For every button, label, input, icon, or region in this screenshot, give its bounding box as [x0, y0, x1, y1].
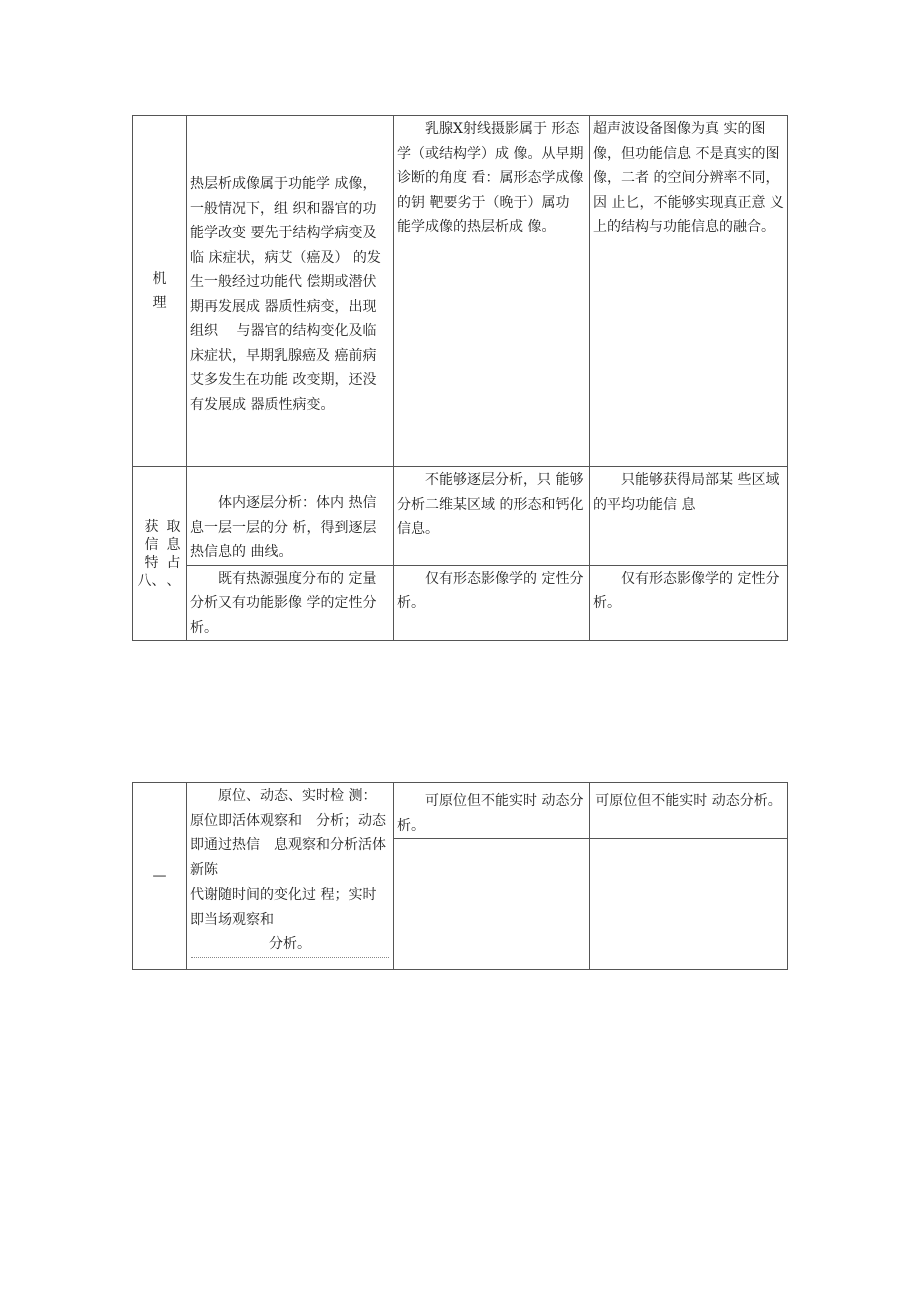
info-thermal-cell-2 [187, 565, 394, 641]
info-xray-text-2: 仅有形态影像学的 定性分析。 [397, 570, 584, 611]
empty-xray-cell [394, 839, 590, 970]
info-ultrasound-cell-1 [590, 467, 788, 566]
info-ultrasound-cell-2 [590, 565, 788, 641]
table2-row-1 [133, 783, 788, 839]
mechanism-xray-text: 乳腺X射线摄影属于 形态学（或结构学）成 像。从早期诊断的角度 看：属形态学成像的钥 靶要劣于（晚于）属功 能学成像的热层析成 像。 [397, 121, 584, 235]
mechanism-label-cell [133, 116, 187, 467]
mechanism-ultrasound-text: 超声波设备图像为真 实的图像，但功能信息 不是真实的图像，二者 的空间分辨率不同，因 止匕，不能够实现真正意 义上的结构与功能信息的融合。 [593, 121, 784, 235]
table2-label: — [152, 867, 167, 884]
info-row-1 [133, 467, 788, 566]
mechanism-thermal-text: 热层析成像属于功能学 成像，一般情况下，组 织和器官的功能学改变 要先于结构学病变及临 床症状，病艾（癌及） 的发生一般经过功能代 偿期或潜伏期再发展成 器质性病变，出现组织 与器官的结构变化及临床症状，早期乳腺癌及 癌前病艾多发生在功能 改变期，还没有发展成 器质性病变。 [190, 176, 381, 413]
info-xray-cell-1 [394, 467, 590, 566]
info-thermal-text-1: 体内逐层分析：体内 热信息一层一层的分 析，得到逐层热信息的 曲线。 [190, 495, 377, 560]
mechanism-thermal-cell [187, 116, 394, 467]
comparison-table-2 [132, 782, 788, 970]
mechanism-row [133, 116, 788, 467]
mechanism-xray-cell [394, 116, 590, 467]
realtime-ultrasound-text: 可原位但不能实时 动态分析。 [595, 793, 782, 809]
comparison-table-1 [132, 115, 788, 641]
info-thermal-text-2: 既有热源强度分布的 定量分析又有功能影像 学的定性分析。 [190, 570, 377, 636]
realtime-thermal-cell [187, 783, 394, 970]
table2-label-cell [133, 783, 187, 970]
mechanism-label: 机 理 [152, 270, 167, 311]
info-xray-cell-2 [394, 565, 590, 641]
info-label-cell [133, 467, 187, 641]
realtime-thermal-text-1: 原位、动态、实时检 测：原位即活体观察和 分析；动态即通过热信 息观察和分析活体新陈 [190, 788, 386, 878]
realtime-thermal-text-2: 代谢随时间的变化过 程；实时即当场观察和 [190, 887, 377, 928]
info-ultrasound-text-1: 只能够获得局部某 些区域的平均功能信 息 [593, 472, 780, 513]
info-row-2 [133, 565, 788, 641]
realtime-xray-cell [394, 783, 590, 839]
empty-ultrasound-cell [590, 839, 788, 970]
mechanism-ultrasound-cell [590, 116, 788, 467]
realtime-ultrasound-cell [590, 783, 788, 839]
info-label: 获 取 信 息 特 占 八、 、 [137, 518, 181, 589]
realtime-thermal-text-3: 分析。 [191, 932, 389, 958]
realtime-xray-text: 可原位但不能实时 动态分析。 [397, 793, 584, 834]
info-ultrasound-text-2: 仅有形态影像学的 定性分析。 [593, 570, 780, 611]
info-thermal-cell-1 [187, 467, 394, 566]
info-xray-text-1: 不能够逐层分析，只 能够分析二维某区域 的形态和钙化信息。 [397, 472, 584, 537]
